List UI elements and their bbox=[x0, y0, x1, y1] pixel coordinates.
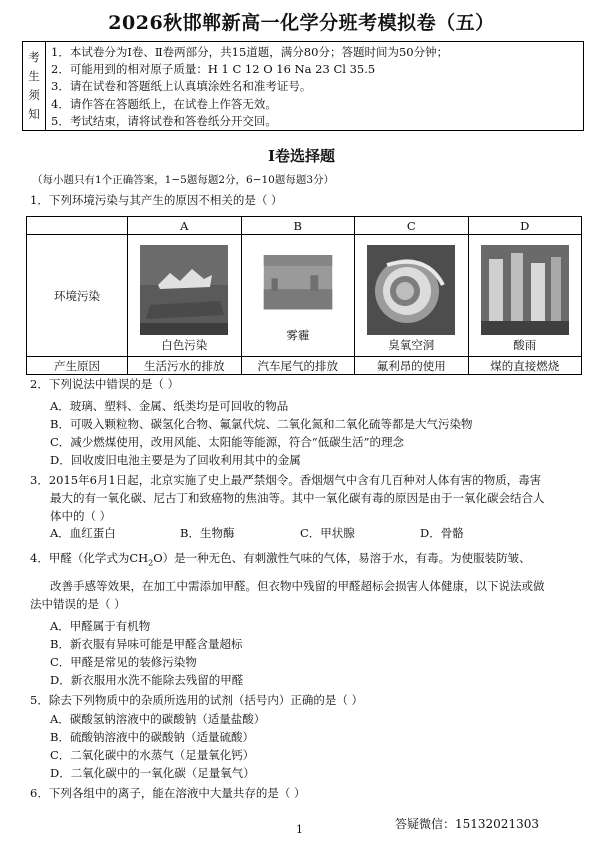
table-cell: 生活污水的排放 bbox=[128, 357, 242, 375]
table-cell: 氟利昂的使用 bbox=[355, 357, 469, 375]
option: A．碳酸氢钠溶液中的碳酸钠（适量盐酸） bbox=[50, 712, 266, 726]
q4-text-b: O）是一种无色、有刺激性气味的气体，易溶于水，有毒。为使服装防皱、 bbox=[153, 551, 531, 565]
question-4-line: 法中错误的是（ ） bbox=[30, 597, 126, 611]
page-number: 1 bbox=[296, 823, 303, 836]
option: D．新衣服用水洗不能除去残留的甲醛 bbox=[50, 673, 244, 687]
candidate-notice-box bbox=[22, 41, 584, 131]
option: A．甲醛属于有机物 bbox=[50, 619, 151, 633]
q4-subscript: 2 bbox=[148, 558, 154, 568]
question-3-line: 体中的（ ） bbox=[50, 509, 112, 523]
option: B．可吸入颗粒物、碳氢化合物、氟氯代烷、二氧化氮和二氧化硫等都是大气污染物 bbox=[50, 417, 473, 431]
section-note: （每小题只有1个正确答案，1−5题每题2分，6−10题每题3分） bbox=[32, 174, 335, 186]
option: D．骨骼 bbox=[420, 526, 464, 540]
column-header: A bbox=[128, 217, 242, 235]
acid-rain-photo bbox=[481, 245, 569, 335]
table-cell bbox=[468, 235, 582, 357]
table-cell bbox=[241, 235, 355, 357]
column-header: D bbox=[468, 217, 582, 235]
option: A．玻璃、塑料、金属、纸类均是可回收的物品 bbox=[50, 399, 289, 413]
notice-item: 4．请作答在答题纸上，在试卷上作答无效。 bbox=[51, 96, 277, 111]
notice-items bbox=[51, 44, 579, 130]
page-title: 2026秋邯郸新高一化学分班考模拟卷（五） bbox=[108, 12, 495, 34]
question-4-line: 改善手感等效果，在加工中需添加甲醛。但衣物中残留的甲醛超标会损害人体健康，以下说法或做 bbox=[50, 579, 545, 593]
q4-text-a: 4．甲醛（化学式为CH bbox=[30, 551, 149, 565]
column-header: B bbox=[241, 217, 355, 235]
section-title: Ⅰ卷选择题 bbox=[267, 147, 336, 165]
option: B．生物酶 bbox=[180, 526, 235, 540]
option: B．硫酸钠溶液中的碳酸钠（适量硫酸） bbox=[50, 730, 254, 744]
option: B．新衣服有异味可能是甲醛含量超标 bbox=[50, 637, 243, 651]
smog-photo bbox=[254, 255, 342, 325]
row-label: 产生原因 bbox=[27, 357, 128, 375]
ozone-hole-photo bbox=[367, 245, 455, 335]
option: C．甲醛是常见的装修污染物 bbox=[50, 655, 197, 669]
question-3-line: 3．2015年6月1日起，北京实施了史上最严禁烟令。香烟烟气中含有几百种对人体有害的物质，毒害 bbox=[30, 473, 542, 487]
table-cell: 煤的直接燃烧 bbox=[468, 357, 582, 375]
white-pollution-photo bbox=[140, 245, 228, 335]
side-char: 须 bbox=[28, 88, 40, 102]
notice-item: 3．请在试卷和答题纸上认真填涂姓名和准考证号。 bbox=[51, 79, 312, 94]
option: A．血红蛋白 bbox=[50, 526, 116, 540]
notice-item: 2．可能用到的相对原子质量：H 1 C 12 O 16 Na 23 Cl 35.5 bbox=[51, 62, 376, 77]
image-caption: 臭氧空洞 bbox=[388, 337, 435, 352]
option: C．二氧化碳中的水蒸气（足量氧化钙） bbox=[50, 748, 255, 762]
side-char: 知 bbox=[28, 107, 40, 121]
notice-side-label bbox=[23, 42, 46, 130]
row-label: 环境污染 bbox=[27, 235, 128, 357]
question-6-stem: 6．下列各组中的离子，能在溶液中大量共存的是（ ） bbox=[30, 786, 306, 800]
image-caption: 酸雨 bbox=[513, 337, 537, 352]
option: D．二氧化碳中的一氧化碳（足量氧气） bbox=[50, 766, 255, 780]
contact-info: 答疑微信：15132021303 bbox=[395, 817, 539, 831]
option: D．回收废旧电池主要是为了回收利用其中的金属 bbox=[50, 453, 301, 467]
notice-item: 1．本试卷分为Ⅰ卷、Ⅱ卷两部分，共15道题，满分80分；答题时间为50分钟； bbox=[51, 45, 449, 59]
table-cell bbox=[355, 235, 469, 357]
pollution-table bbox=[26, 216, 582, 375]
image-caption: 雾霾 bbox=[286, 327, 310, 342]
question-2-stem: 2．下列说法中错误的是（ ） bbox=[30, 377, 179, 391]
option: C．减少燃煤使用，改用风能、太阳能等能源，符合“低碳生活”的理念 bbox=[50, 435, 405, 449]
table-cell bbox=[128, 235, 242, 357]
column-header: C bbox=[355, 217, 469, 235]
question-4-line bbox=[30, 550, 531, 571]
question-1-stem: 1．下列环境污染与其产生的原因不相关的是（ ） bbox=[30, 193, 283, 207]
side-char: 生 bbox=[28, 69, 40, 83]
question-3-line: 最大的有一氧化碳、尼古丁和致癌物的焦油等。其中一氧化碳有毒的原因是由于一氧化碳会结合人 bbox=[50, 491, 545, 505]
question-5-stem: 5．除去下列物质中的杂质所选用的试剂（括号内）正确的是（ ） bbox=[30, 693, 363, 707]
option: C．甲状腺 bbox=[300, 526, 355, 540]
image-caption: 白色污染 bbox=[161, 337, 208, 352]
notice-item: 5．考试结束，请将试卷和答卷纸分开交回。 bbox=[51, 113, 277, 128]
table-cell: 汽车尾气的排放 bbox=[241, 357, 355, 375]
table-corner bbox=[27, 217, 128, 235]
side-char: 考 bbox=[28, 50, 40, 64]
